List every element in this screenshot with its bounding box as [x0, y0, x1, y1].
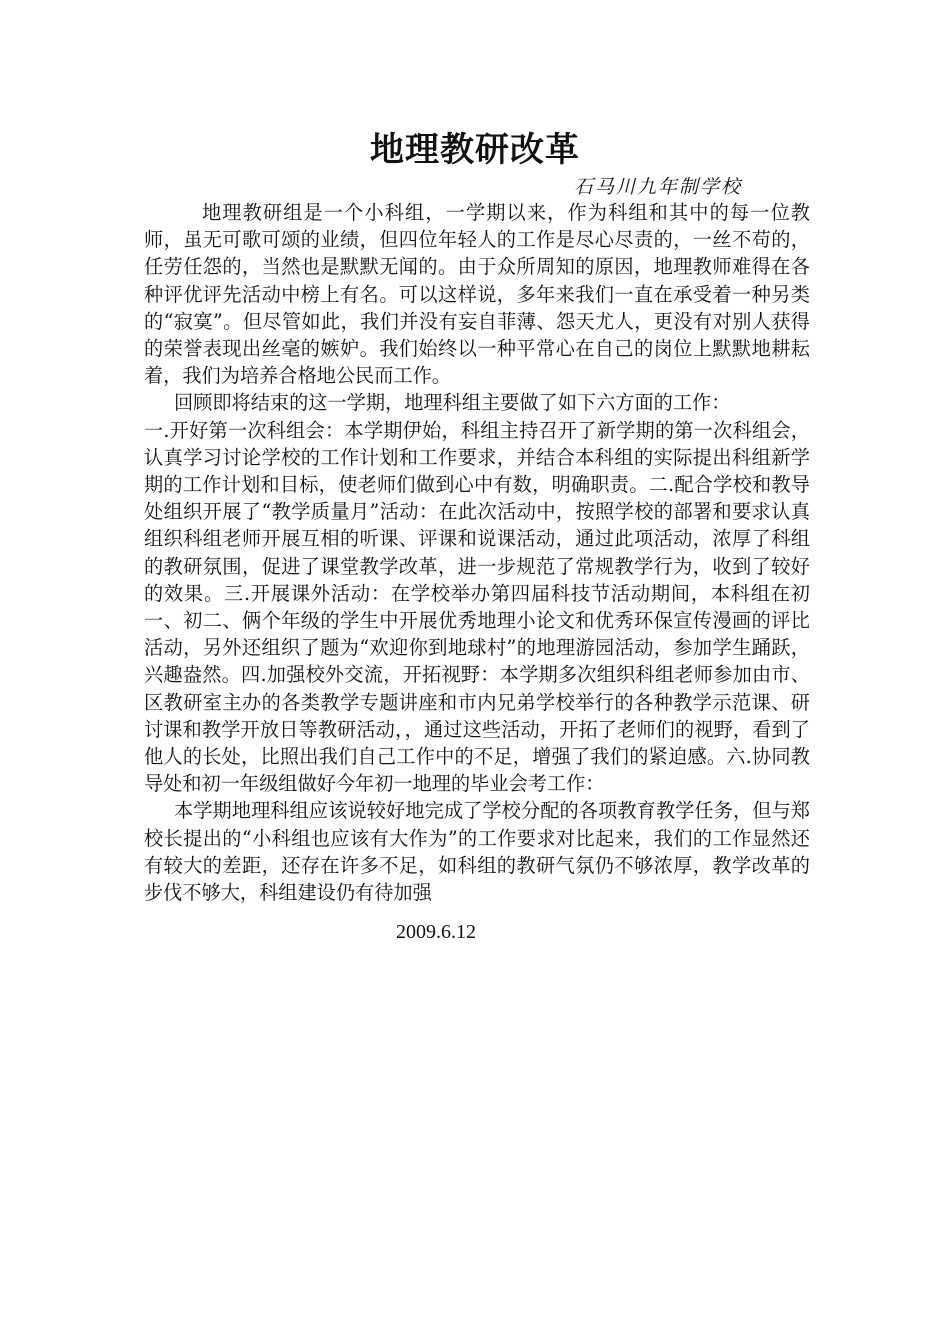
document-date: 2009.6.12 [396, 921, 476, 943]
document-title: 地理教研改革 [370, 130, 580, 170]
author-line: 石马川九年制学校 [574, 176, 743, 198]
paragraph-review: 回顾即将结束的这一学期，地理科组主要做了如下六方面的工作： [174, 391, 731, 415]
paragraph-work-items: 一.开好第一次科组会：本学期伊始，科组主持召开了新学期的第一次科组会，认真学习讨论学校的工作计划和工作要求，并结合本科组的实际提出科组新学期的工作计划和目标，使老师们做到心中有数，明确职责。二.配合学校和教导处组织开展了“教学质量月”活动：在此次活动中，按照学校的部署和要求认真组织科组老师开展互相的听课、评课和说课活动，通过此项活动，浓厚了科组的教研氛围，促进了课堂教学改革，进一步规范了常规教学行为，收到了较好的效果。三.开展课外活动：在学校举办第四届科技节活动期间，本科组在初一、初二、俩个年级的学生中开展优秀地理小论文和优秀环保宣传漫画的评比活动，另外还组织了题为“欢迎你到地球村”的地理游园活动，参加学生踊跃，兴趣盎然。四.加强校外交流，开拓视野：本学期多次组织科组老师参加由市、区教研室主办的各类教学专题讲座和市内兄弟学校举行的各种教学示范课、研讨课和教学开放日等教研活动，，通过这些活动，开拓了老师们的视野，看到了他人的长处，比照出我们自己工作中的不足，增强了我们的紧迫感。六.协同教导处和初一年级组做好今年初一地理的毕业会考工作： [144, 418, 810, 796]
paragraph-intro: 地理教研组是一个小科组，一学期以来，作为科组和其中的每一位教师，虽无可歌可颂的业绩，但四位年轻人的工作是尽心尽责的，一丝不苟的，任劳任怨的，当然也是默默无闻的。由于众所周知的原因，地理教师难得在各种评优评先活动中榜上有名。可以这样说，多年来我们一直在承受着一种另类的“寂寞”。但尽管如此，我们并没有妄自菲薄、怨天尤人，更没有对别人获得的荣誉表现出丝毫的嫉妒。我们始终以一种平常心在自己的岗位上默默地耕耘着，我们为培养合格地公民而工作。 [144, 201, 810, 388]
paragraph-summary: 本学期地理科组应该说较好地完成了学校分配的各项教育教学任务，但与郑校长提出的“小科组也应该有大作为”的工作要求对比起来，我们的工作显然还有较大的差距，还存在许多不足，如科组的教研气氛仍不够浓厚，教学改革的步伐不够大，科组建设仍有待加强 [144, 799, 810, 905]
document-body [144, 199, 810, 906]
